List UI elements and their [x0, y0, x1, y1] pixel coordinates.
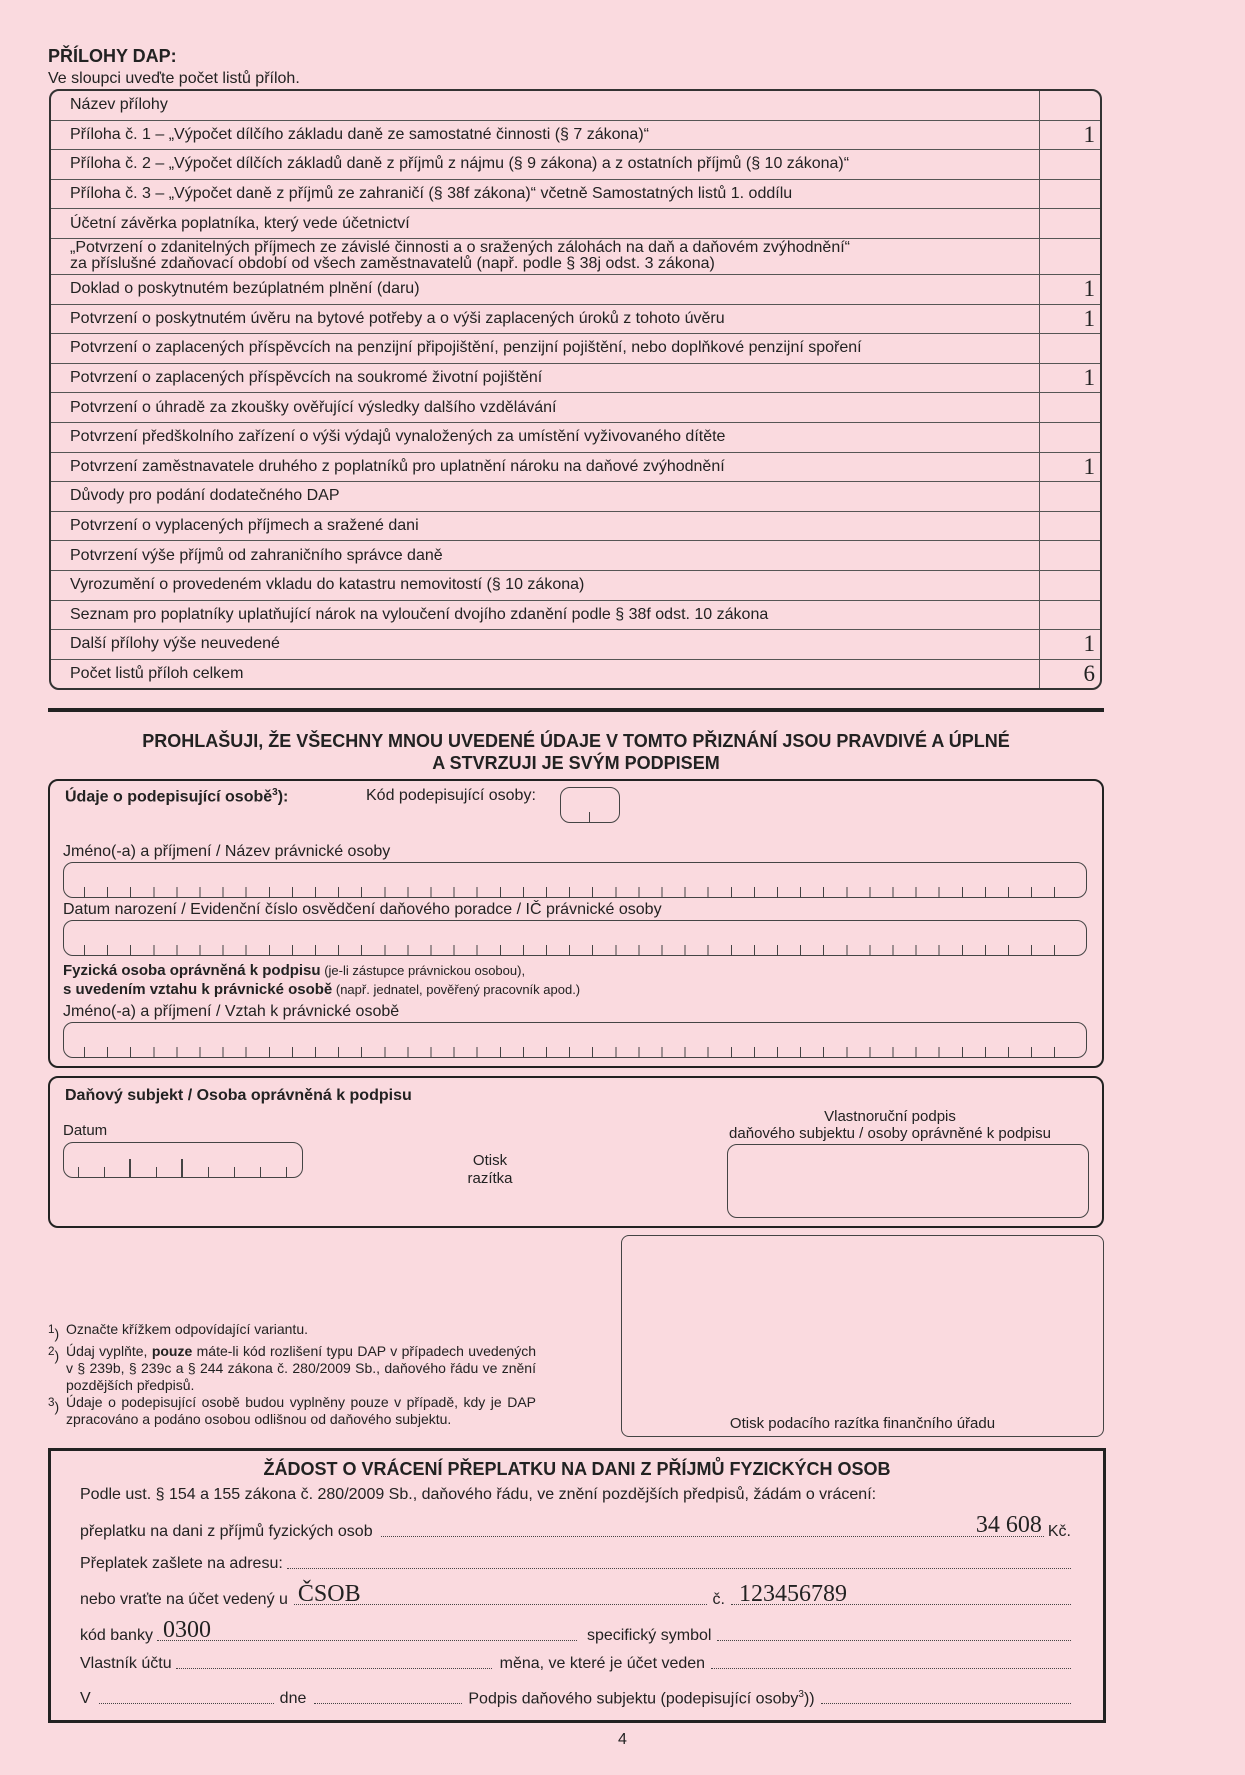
refund-box [48, 1448, 1106, 1723]
refund-signature-label: Podpis daňového subjektu (podepisující osoby [468, 1690, 799, 1707]
attachment-row [51, 571, 1100, 601]
attachment-count[interactable] [1039, 239, 1100, 275]
owner-field[interactable] [176, 1668, 492, 1669]
attachment-label: „Potvrzení o zdanitelných příjmech ze závislé činnosti a o sražených zálohách na daň a daňovém zvýhodnění“ za příslušné zdaňovací období od všech zaměstnavatelů (např. podle § 38j odst. 3 zákona) [51, 239, 1039, 275]
footnote-1: $^1$) Označte křížkem odpovídající variantu. [48, 1321, 308, 1342]
attachment-count[interactable] [1039, 571, 1100, 601]
attachment-label: Potvrzení výše příjmů od zahraničního správce daně [51, 541, 1039, 571]
attachment-count[interactable] [1039, 334, 1100, 364]
date-label: Datum [63, 1122, 108, 1139]
account-currency-field[interactable] [711, 1668, 1071, 1669]
footnotes [48, 1321, 536, 1428]
attachment-count[interactable] [1039, 150, 1100, 180]
attachment-count[interactable]: 1 [1039, 305, 1100, 335]
footnote-3-num: 3 [48, 1395, 55, 1409]
attachment-row [51, 601, 1100, 631]
attachment-label: Potvrzení předškolního zařízení o výši výdajů vynaložených za umístění vyživovaného dítěte [51, 423, 1039, 453]
attachment-label: Vyrozumění o provedeném vkladu do katastru nemovitostí (§ 10 zákona) [51, 571, 1039, 601]
attachment-label: Potvrzení zaměstnavatele druhého z poplatníků pro uplatnění nároku na daňové zvýhodnění [51, 453, 1039, 483]
refund-signature-sup: 3 [798, 1688, 804, 1700]
stamp-line-1: Otisk [472, 1152, 508, 1169]
attachment-label: Doklad o poskytnutém bezúplatném plnění (daru) [51, 275, 1039, 305]
attachment-row [51, 660, 1100, 689]
authorized-note-1: (je-li zástupce právnickou osobou), [320, 963, 526, 978]
attachment-label: Potvrzení o zaplacených příspěvcích na soukromé životní pojištění [51, 364, 1039, 394]
declaration-line-2: A STVRZUJI JE SVÝM PODPISEM [432, 753, 720, 773]
attachment-row [51, 239, 1100, 275]
refund-date-field[interactable] [314, 1703, 462, 1704]
attachment-count[interactable] [1039, 601, 1100, 631]
stamp-area [430, 1152, 550, 1188]
page-number: 4 [618, 1731, 627, 1748]
attachment-count[interactable] [1039, 541, 1100, 571]
owner-row [80, 1651, 1071, 1673]
attachments-table [49, 89, 1102, 690]
account-no-field[interactable] [731, 1581, 1071, 1607]
attachment-label: Potvrzení o poskytnutém úvěru na bytové potřeby a o výši zaplacených úroků z tohoto úvěru [51, 305, 1039, 335]
table-header-value [1039, 91, 1100, 121]
attachment-count[interactable]: 1 [1039, 121, 1100, 151]
authorized-note-2: (např. jednatel, pověřený pracovník apod.) [332, 982, 581, 997]
bank-code-label: kód banky [80, 1627, 153, 1644]
attachment-row [51, 482, 1100, 512]
attachment-count[interactable] [1039, 180, 1100, 210]
signer-code-label: Kód podepisující osoby: [366, 787, 536, 804]
dob-field[interactable] [63, 920, 1087, 956]
attachment-row [51, 364, 1100, 394]
footnote-1-text: Označte křížkem odpovídající variantu. [66, 1321, 308, 1337]
attachment-row [51, 423, 1100, 453]
subject-box [48, 1076, 1104, 1228]
account-no-label: č. [712, 1591, 725, 1608]
attachment-row [51, 209, 1100, 239]
attachment-label: Potvrzení o zaplacených příspěvcích na penzijní připojištění, penzijní pojištění, nebo doplňkové penzijní spoření [51, 334, 1039, 364]
signer-heading [65, 787, 288, 806]
footnote-2-text-b: máte-li kód rozlišení typu DAP v případech uvedených v § 239b, § 239c a § 244 zákona č. 280/2009 Sb., daňového řádu ve znění pozdějších předpisů. [66, 1342, 536, 1393]
account-currency-label: měna, ve které je účet veden [499, 1655, 706, 1672]
declaration-line-1: PROHLAŠUJI, ŽE VŠECHNY MNOU UVEDENÉ ÚDAJE V TOMTO PŘIZNÁNÍ JSOU PRAVDIVÉ A ÚPLNÉ [142, 731, 1010, 751]
sign-line-1: Vlastnoruční podpis [824, 1108, 956, 1125]
attachment-row [51, 453, 1100, 483]
attachment-count[interactable] [1039, 393, 1100, 423]
refund-signature-end: )) [803, 1690, 815, 1707]
stamp-line-2: razítka [467, 1170, 513, 1187]
attachment-row [51, 512, 1100, 542]
attachment-label: Příloha č. 3 – „Výpočet daně z příjmů ze zahraničí (§ 38f zákona)“ včetně Samostatných listů 1. oddílu [51, 180, 1039, 210]
owner-label: Vlastník účtu [80, 1655, 172, 1672]
declaration [48, 730, 1104, 774]
signer-heading-text: Údaje o podepisující osobě [65, 788, 273, 806]
attachment-row [51, 334, 1100, 364]
footnote-2-text-a: Údaj vyplňte, [66, 1342, 152, 1359]
signature-row [80, 1686, 1071, 1708]
attachment-label: Důvody pro podání dodatečného DAP [51, 482, 1039, 512]
attachment-count[interactable]: 1 [1039, 275, 1100, 305]
footnote-3-text: Údaje o podepisující osobě budou vyplněny pouze v případě, kdy je DAP zpracováno a podáno osobou odlišnou od daňového subjektu. [66, 1393, 536, 1427]
bank-name-value: ČSOB [297, 1581, 361, 1607]
account-no-value: 123456789 [739, 1581, 847, 1607]
overpayment-value: 34 608 [975, 1512, 1042, 1538]
authorized-person-note [63, 961, 580, 999]
bank-code-row [80, 1615, 1071, 1645]
attachment-label: Potvrzení o úhradě za zkoušky ověřující výsledky dalšího vzdělávání [51, 393, 1039, 423]
attachment-row [51, 541, 1100, 571]
account-label: nebo vraťte na účet vedený u [80, 1591, 288, 1608]
name-label: Jméno(-a) a příjmení / Název právnické osoby [63, 843, 391, 860]
attachment-count[interactable] [1039, 482, 1100, 512]
footnote-3: $^3$) Údaje o podepisující osobě budou vyplněny pouze v případě, kdy je DAP zpracováno a podáno osobou odlišnou od daňového subjektu. [48, 1393, 536, 1427]
currency-label: Kč. [1047, 1523, 1071, 1540]
footnote-2-num: 2 [48, 1344, 55, 1358]
attachment-label: Příloha č. 1 – „Výpočet dílčího základu daně ze samostatné činnosti (§ 7 zákona)“ [51, 121, 1039, 151]
subject-heading: Daňový subjekt / Osoba oprávněná k podpisu [65, 1087, 412, 1104]
attachment-count[interactable]: 1 [1039, 453, 1100, 483]
place-label: V [80, 1690, 91, 1707]
attachment-row [51, 630, 1100, 660]
attachment-row [51, 150, 1100, 180]
signer-heading-end: ): [277, 788, 289, 806]
attachment-count[interactable] [1039, 209, 1100, 239]
section-subtitle: Ve sloupci uveďte počet listů příloh. [48, 70, 300, 87]
attachment-label: Potvrzení o vyplacených příjmech a sražené dani [51, 512, 1039, 542]
relation-label: Jméno(-a) a příjmení / Vztah k právnické osobě [63, 1003, 400, 1020]
bank-code-field[interactable] [157, 1617, 577, 1643]
signature-caption [695, 1108, 1085, 1142]
table-header-row [51, 91, 1100, 121]
overpayment-field[interactable] [381, 1512, 1044, 1538]
refund-intro: Podle ust. § 154 a 155 zákona č. 280/2009 Sb., daňového řádu, ve znění pozdějších předpisů, žádám o vrácení: [80, 1486, 877, 1503]
sign-line-2: daňového subjektu / osoby oprávněné k podpisu [729, 1125, 1051, 1142]
address-field[interactable] [287, 1568, 1071, 1569]
signature-field[interactable] [727, 1144, 1089, 1218]
attachment-count[interactable]: 6 [1039, 660, 1100, 689]
attachment-row [51, 305, 1100, 335]
attachment-row [51, 121, 1100, 151]
refund-title: ŽÁDOST O VRÁCENÍ PŘEPLATKU NA DANI Z PŘÍJMŮ FYZICKÝCH OSOB [263, 1459, 891, 1479]
footnote-2: $^2$) Údaj vyplňte, pouze máte-li kód rozlišení typu DAP v případech uvedených v § 239b, § 239c a § 244 zákona č. 280/2009 Sb., daňového řádu ve znění pozdějších předpisů. [48, 1342, 536, 1393]
name-field[interactable] [63, 862, 1087, 898]
relation-field[interactable] [63, 1022, 1087, 1058]
attachment-label: Další přílohy výše neuvedené [51, 630, 1039, 660]
bank-name-field[interactable] [294, 1581, 707, 1607]
specific-symbol-label: specifický symbol [586, 1627, 712, 1644]
attachment-count[interactable]: 1 [1039, 364, 1100, 394]
footnote-2-bold: pouze [151, 1342, 193, 1359]
refund-signature-field[interactable] [821, 1703, 1071, 1704]
section-title: PŘÍLOHY DAP: [48, 46, 177, 66]
address-row [80, 1551, 1071, 1573]
attachment-label: Seznam pro poplatníky uplatňující nárok na vyloučení dvojího zdanění podle § 38f odst. 10 zákona [51, 601, 1039, 631]
office-stamp-box [621, 1235, 1104, 1437]
attachment-label: Účetní závěrka poplatníka, který vede účetnictví [51, 209, 1039, 239]
table-header-label: Název přílohy [51, 91, 1039, 121]
signer-box [48, 779, 1104, 1068]
attachment-count[interactable] [1039, 423, 1100, 453]
specific-symbol-field[interactable] [717, 1640, 1071, 1641]
attachment-count[interactable]: 1 [1039, 630, 1100, 660]
dob-label: Datum narození / Evidenční číslo osvědčení daňového poradce / IČ právnické osoby [63, 901, 662, 918]
attachment-count[interactable] [1039, 512, 1100, 542]
bank-code-value: 0300 [162, 1617, 211, 1643]
address-label: Přeplatek zašlete na adresu: [80, 1555, 283, 1572]
section-divider [48, 708, 1104, 712]
authorized-bold-2: s uvedením vztahu k právnické osobě [63, 981, 333, 998]
signer-heading-sup: 3 [272, 787, 278, 798]
place-field[interactable] [99, 1703, 274, 1704]
attachment-label: Příloha č. 2 – „Výpočet dílčích základů daně z příjmů z nájmu (§ 9 zákona) a z ostatních příjmů (§ 10 zákona)“ [51, 150, 1039, 180]
signer-code-field[interactable] [560, 787, 620, 823]
attachment-row [51, 393, 1100, 423]
authorized-bold-1: Fyzická osoba oprávněná k podpisu [63, 962, 321, 979]
date-field[interactable] [63, 1142, 303, 1178]
attachment-row [51, 180, 1100, 210]
account-row [80, 1579, 1071, 1609]
office-stamp-label: Otisk podacího razítka finančního úřadu [729, 1415, 996, 1432]
overpayment-row [80, 1513, 1071, 1541]
footnote-1-num: 1 [48, 1323, 55, 1336]
attachment-row [51, 275, 1100, 305]
overpayment-label: přeplatku na dani z příjmů fyzických osob [80, 1523, 373, 1540]
refund-date-label: dne [279, 1690, 307, 1707]
attachment-label: Počet listů příloh celkem [70, 664, 244, 682]
